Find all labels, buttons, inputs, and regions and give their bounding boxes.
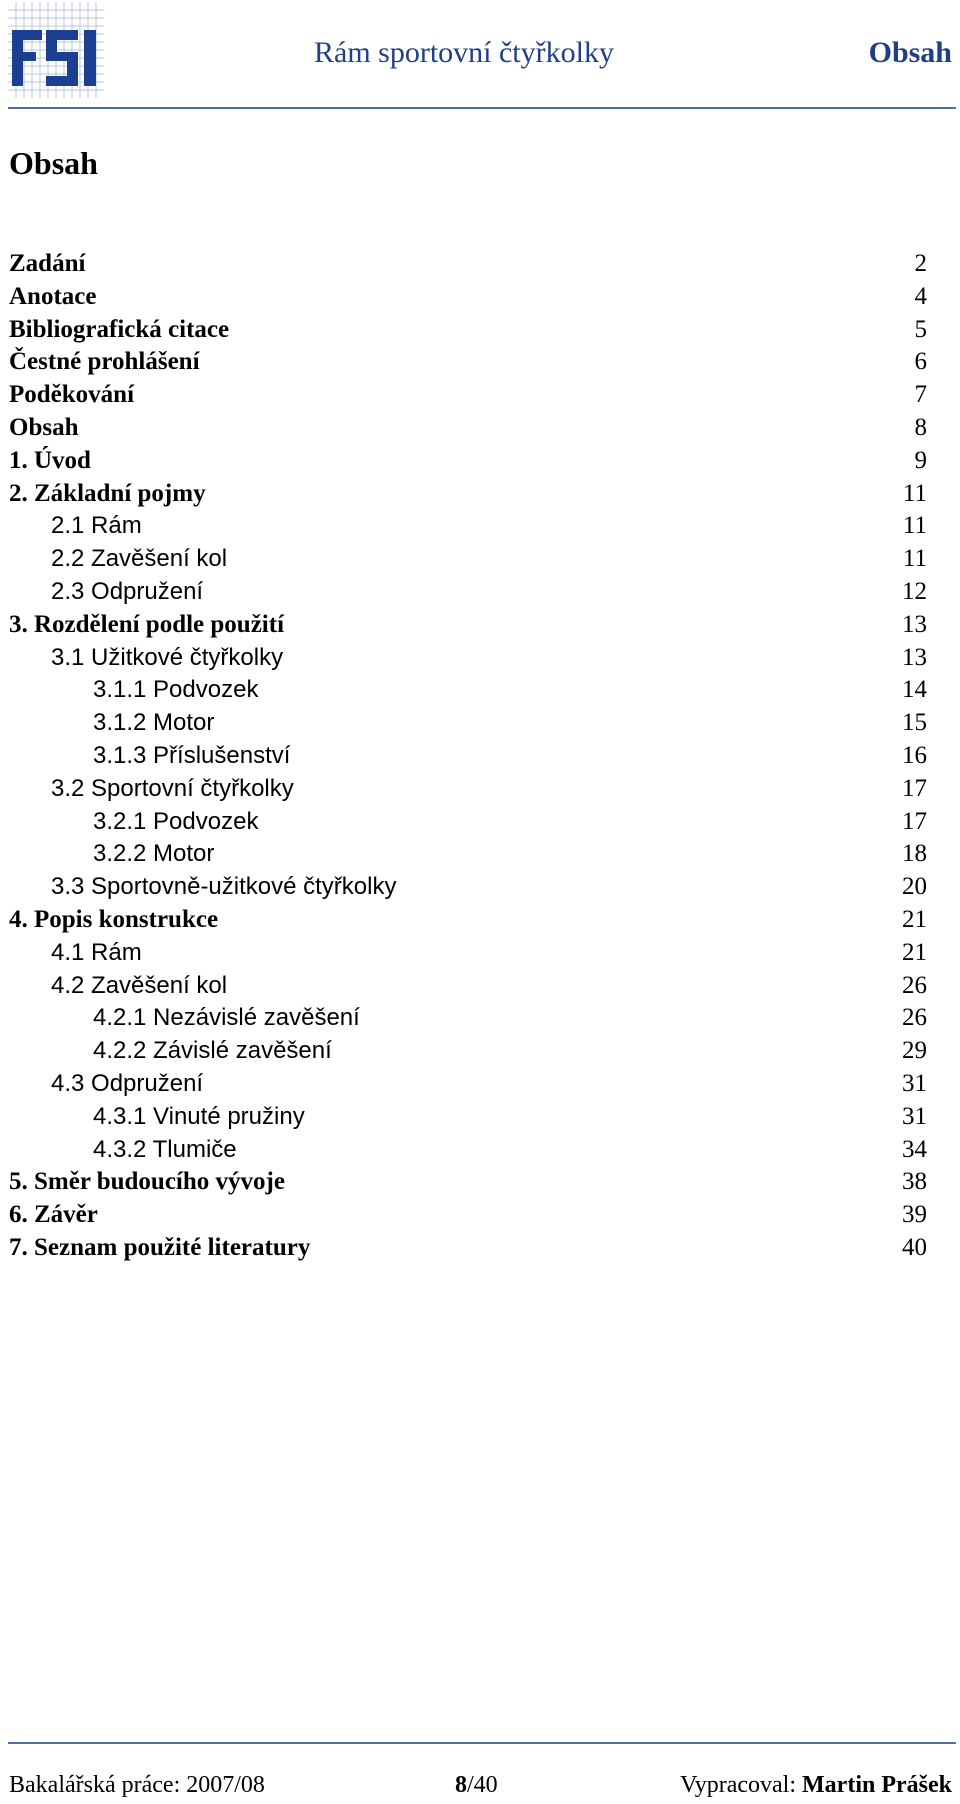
toc-entry <box>9 478 927 511</box>
toc-entry-title: Čestné prohlášení <box>9 348 200 376</box>
toc-entry-page: 26 <box>902 1004 927 1032</box>
toc-entry <box>9 1035 927 1068</box>
toc-entry-title: 3.1.3 Příslušenství <box>93 741 291 769</box>
toc-entry <box>9 510 927 543</box>
toc-entry-page: 16 <box>902 741 927 769</box>
toc-entry-page: 18 <box>902 840 927 868</box>
toc-entry-title: 3.2.1 Podvozek <box>93 807 259 835</box>
toc-entry-title: 2.3 Odpružení <box>51 577 204 605</box>
toc-entry-page: 11 <box>902 512 927 540</box>
author-label: Vypracoval: <box>680 1772 803 1798</box>
footer-page-number <box>455 1772 498 1799</box>
toc-entry-page: 9 <box>914 446 927 474</box>
toc-entry-page: 34 <box>902 1135 927 1163</box>
toc-entry <box>9 609 927 642</box>
toc-entry-title: Bibliografická citace <box>9 315 230 343</box>
toc-entry <box>9 674 927 707</box>
toc-entry-title: 4.2.2 Závislé zavěšení <box>93 1037 332 1065</box>
toc-entry-page: 15 <box>902 709 927 737</box>
toc-entry-page: 39 <box>902 1201 927 1229</box>
toc-entry <box>9 970 927 1003</box>
toc-entry-page: 31 <box>902 1069 927 1097</box>
toc-entry <box>9 1002 927 1035</box>
toc-entry <box>9 346 927 379</box>
toc-entry-page: 6 <box>914 348 927 376</box>
table-of-contents <box>9 248 927 1265</box>
toc-entry-page: 17 <box>902 774 927 802</box>
page-total: /40 <box>467 1772 498 1798</box>
toc-entry-title: 3.2 Sportovní čtyřkolky <box>51 774 294 802</box>
toc-entry-title: 4.3.1 Vinuté pružiny <box>93 1102 305 1130</box>
toc-entry-title: 2.1 Rám <box>51 512 142 540</box>
toc-entry-title: 4.2 Zavěšení kol <box>51 971 228 999</box>
toc-entry-page: 38 <box>902 1168 927 1196</box>
toc-entry <box>9 412 927 445</box>
toc-entry-title: 3.2.2 Motor <box>93 840 215 868</box>
toc-entry-title: Zadání <box>9 250 86 277</box>
toc-entry-page: 21 <box>902 938 927 966</box>
toc-entry-page: 2 <box>914 250 927 277</box>
toc-entry-page: 8 <box>914 413 927 441</box>
toc-entry-page: 40 <box>902 1233 927 1261</box>
toc-entry-title: 4.3 Odpružení <box>51 1069 204 1097</box>
toc-entry-page: 7 <box>914 381 927 409</box>
header-document-title: Rám sportovní čtyřkolky <box>314 36 614 69</box>
toc-entry <box>9 838 927 871</box>
toc-entry <box>9 707 927 740</box>
toc-entry <box>9 1134 927 1167</box>
toc-entry-page: 11 <box>902 545 927 573</box>
header-section-name: Obsah <box>868 36 952 69</box>
toc-entry-page: 14 <box>902 676 927 704</box>
toc-entry-title: 4.1 Rám <box>51 938 142 966</box>
toc-entry <box>9 576 927 609</box>
toc-entry-title: 4.2.1 Nezávislé zavěšení <box>93 1004 360 1032</box>
toc-entry-title: 2. Základní pojmy <box>9 479 206 507</box>
toc-entry <box>9 1166 927 1199</box>
toc-entry-page: 20 <box>902 873 927 901</box>
toc-entry-page: 31 <box>902 1102 927 1130</box>
fsi-logo <box>8 2 104 98</box>
author-name: Martin Prášek <box>802 1772 952 1798</box>
toc-entry-title: Obsah <box>9 413 79 441</box>
toc-entry <box>9 1232 927 1265</box>
toc-entry <box>9 773 927 806</box>
header-divider <box>8 107 956 109</box>
toc-entry-page: 11 <box>902 479 927 507</box>
toc-entry-page: 29 <box>902 1037 927 1065</box>
toc-entry <box>9 1199 927 1232</box>
toc-entry-page: 21 <box>902 905 927 933</box>
toc-entry-page: 13 <box>902 643 927 671</box>
toc-entry-page: 4 <box>914 282 927 310</box>
toc-entry-page: 12 <box>902 577 927 605</box>
page-title: Obsah <box>9 145 98 181</box>
footer-divider <box>8 1742 956 1744</box>
toc-entry <box>9 871 927 904</box>
toc-entry <box>9 937 927 970</box>
toc-entry-title: 3. Rozdělení podle použití <box>9 610 285 638</box>
toc-entry-title: 4. Popis konstrukce <box>9 905 219 933</box>
footer-thesis-label: Bakalářská práce: 2007/08 <box>9 1772 265 1798</box>
toc-entry <box>9 281 927 314</box>
toc-entry <box>9 1101 927 1134</box>
toc-entry <box>9 379 927 412</box>
footer-author <box>680 1772 952 1799</box>
toc-entry <box>9 806 927 839</box>
toc-entry-title: 1. Úvod <box>9 446 91 474</box>
toc-entry-title: 7. Seznam použité literatury <box>9 1233 311 1261</box>
toc-entry-title: 4.3.2 Tlumiče <box>93 1135 237 1163</box>
toc-entry-page: 17 <box>902 807 927 835</box>
toc-entry-title: Poděkování <box>9 381 135 409</box>
toc-entry <box>9 1068 927 1101</box>
toc-entry <box>9 248 927 281</box>
toc-entry-title: 2.2 Zavěšení kol <box>51 545 228 573</box>
toc-entry-page: 13 <box>902 610 927 638</box>
toc-entry <box>9 445 927 478</box>
toc-entry-page: 26 <box>902 971 927 999</box>
toc-entry-title: 6. Závěr <box>9 1201 98 1229</box>
toc-entry <box>9 314 927 347</box>
toc-entry-title: 3.1.2 Motor <box>93 709 215 737</box>
page-current: 8 <box>455 1772 467 1798</box>
toc-entry <box>9 543 927 576</box>
toc-entry <box>9 904 927 937</box>
toc-entry-title: 5. Směr budoucího vývoje <box>9 1168 285 1196</box>
toc-entry-title: 3.1.1 Podvozek <box>93 676 259 704</box>
toc-entry <box>9 740 927 773</box>
toc-entry-title: 3.1 Užitkové čtyřkolky <box>51 643 284 671</box>
toc-entry-title: Anotace <box>9 282 97 310</box>
toc-entry <box>9 642 927 675</box>
toc-entry-title: 3.3 Sportovně-užitkové čtyřkolky <box>51 873 397 901</box>
toc-entry-page: 5 <box>914 315 927 343</box>
